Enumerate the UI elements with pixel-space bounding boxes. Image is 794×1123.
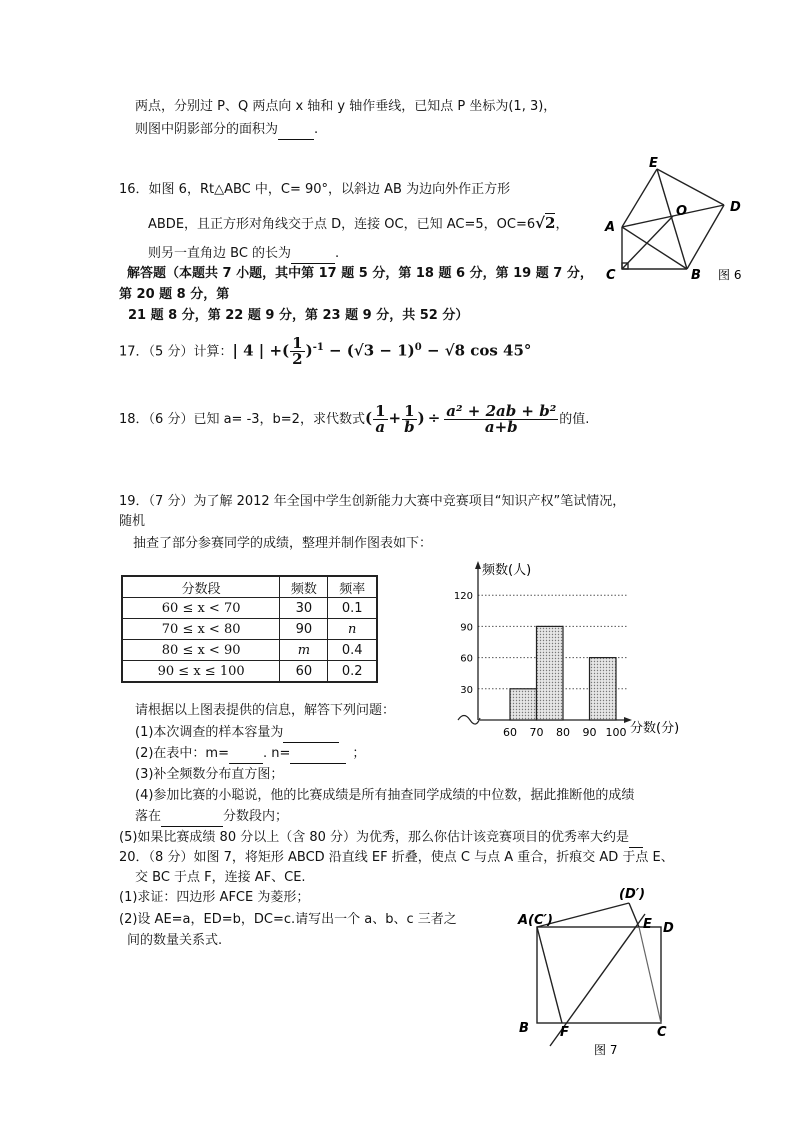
q16-line2-text: ABDE，且正方形对角线交于点 D，连接 OC，已知 AC=5，OC=6 <box>148 217 536 232</box>
q18-prefix: 18．（6 分）已知 a= -3，b=2，求代数式 <box>119 412 365 427</box>
q18: 18．（6 分）已知 a= -3，b=2，求代数式( $\frac{1}{a}$ + $\frac{1}{b}$ ) ÷ $\frac{\text{a² + 2ab + b²}}{a+b}$ 的值. <box>119 402 590 436</box>
fig7-caption: 图 7 <box>594 1043 618 1057</box>
fig6-label-a: A <box>605 220 616 235</box>
x-tick-label: 60 <box>503 726 517 739</box>
q19-sub4-b <box>135 808 288 827</box>
histogram-bar <box>537 626 564 720</box>
q16-line3-text: 则另一直角边 BC 的长为 <box>148 246 292 261</box>
table-cell: n <box>328 619 377 640</box>
fig7-label-d-prime: (D′) <box>619 887 646 902</box>
fig6-caption: 图 6 <box>718 268 742 282</box>
y-tick-label: 60 <box>460 653 473 665</box>
q17-exp-zero: 0 <box>414 342 422 353</box>
section-heading-2: 第 20 题 8 分，第 <box>119 287 230 302</box>
histogram-bars <box>510 626 616 720</box>
q18-f3-den: a+b <box>484 418 518 436</box>
q18-plus: + <box>388 409 402 427</box>
table-row <box>122 640 377 661</box>
table-header: 频率 <box>328 576 377 598</box>
q19-line2: 随机 <box>119 514 146 529</box>
fig6-label-e: E <box>649 156 658 171</box>
table-cell: 90 ≤ x ≤ 100 <box>122 661 280 683</box>
q19-sub4-c-text: 分数段内； <box>223 809 289 824</box>
fig6-label-c: C <box>606 268 616 283</box>
table-cell: 90 <box>280 619 328 640</box>
table-cell: 30 <box>280 598 328 619</box>
q17-exp-neg1: -1 <box>312 342 324 353</box>
q17-frac-den: 2 <box>292 350 303 369</box>
table-cell: m <box>280 640 328 661</box>
table-row <box>122 619 377 640</box>
x-tick-label: 70 <box>529 726 544 739</box>
table-cell: 0.1 <box>328 598 377 619</box>
q19-sub2-text-a: (2)在表中：m= <box>135 746 229 761</box>
q18-f1-den: a <box>375 418 386 436</box>
q19-sub5-text: (5)如果比赛成绩 80 分以上（含 80 分）为优秀，那么你估计该竞赛项目的优秀率大约是 <box>119 830 630 845</box>
q16-line1: 16．如图 6，Rt△ABC 中，C= 90°，以斜边 AB 为边向外作正方形 <box>119 182 511 197</box>
fig7-label-e: E <box>643 917 652 932</box>
y-axis-arrow <box>475 561 481 569</box>
q19-sub2-text-b: . n= <box>262 746 291 761</box>
y-tick-label: 30 <box>460 684 473 696</box>
histogram-x-ticks <box>503 726 627 739</box>
q18-f2-den: b <box>404 418 415 436</box>
q16-line2 <box>148 214 568 234</box>
q17-tail: − √8 cos 45° <box>421 341 532 360</box>
q17: 17．（5 分）计算：| 4 | +( $\frac{1}{2}$ )$^{-1} - (√3 - 1)^0 - √8$ cos 45° <box>119 334 532 369</box>
q18-divide: ÷ <box>427 409 441 427</box>
table-cell: 0.4 <box>328 640 377 661</box>
q19-sub2 <box>135 745 365 764</box>
q19-sub2-blank-m <box>229 745 263 764</box>
fig7-label-b: B <box>519 1021 529 1036</box>
fig7-label-d: D <box>663 921 674 936</box>
fig7-label-a: A(C′) <box>518 913 553 928</box>
q17-prefix: 17．（5 分）计算： <box>119 344 233 360</box>
q17-minus-part: − (√3 − 1) <box>323 341 415 360</box>
q15-line2 <box>135 121 318 140</box>
frequency-histogram <box>440 555 710 743</box>
table-cell: 70 ≤ x < 80 <box>122 619 280 640</box>
table-cell: 60 <box>280 661 328 683</box>
fig6-label-b: B <box>691 268 701 283</box>
table-header: 频数 <box>280 576 328 598</box>
table-cell: 60 ≤ x < 70 <box>122 598 280 619</box>
q19-sub5-blank <box>629 829 643 848</box>
q19-sub3: (3)补全频数分布直方图； <box>135 767 284 782</box>
q18-f3-num: a² + 2ab + b² <box>446 402 557 420</box>
q17-frac-num: 1 <box>292 334 303 353</box>
q19-sub2-blank-n <box>290 745 346 764</box>
sqrt-symbol: √ <box>535 214 545 232</box>
fig6-label-o: O <box>676 204 688 219</box>
table-row <box>122 598 377 619</box>
fig7-line-ec <box>639 927 661 1023</box>
q19-sub4-blank <box>161 808 223 827</box>
figure-7 <box>510 882 690 1062</box>
q19-intro: 请根据以上图表提供的信息，解答下列问题： <box>135 703 396 718</box>
q19-sub1-blank <box>283 724 339 743</box>
frequency-table <box>121 575 378 683</box>
q19-sub1 <box>135 724 339 743</box>
figure-6 <box>600 155 760 285</box>
q16-line2-end: ， <box>555 217 569 232</box>
q17-fraction <box>290 336 304 367</box>
q19-line1: 19．（7 分）为了解 2012 年全国中学生创新能力大赛中竞赛项目“知识产权”笔试情况， <box>119 494 626 509</box>
table-row <box>122 661 377 683</box>
x-tick-label: 80 <box>556 726 570 739</box>
q16-line3-end: . <box>335 246 340 261</box>
fig7-label-c: C <box>657 1025 667 1040</box>
histogram-bar <box>510 689 537 720</box>
q19-sub5 <box>119 829 643 848</box>
table-cell: 0.2 <box>328 661 377 683</box>
q18-suffix: 的值. <box>559 412 590 427</box>
q16-answer-blank <box>291 245 335 264</box>
q16-sqrt-value: 2 <box>545 214 556 232</box>
table-header-row <box>122 576 377 598</box>
q18-frac-1 <box>373 404 387 435</box>
y-axis-label: 频数(人) <box>482 563 532 578</box>
q18-frac-2 <box>402 404 417 435</box>
section-heading-3: 21 题 8 分，第 22 题 9 分，第 23 题 9 分，共 52 分） <box>128 308 469 323</box>
q20-line2: 交 BC 于点 F，连接 AF、CE. <box>135 870 306 885</box>
histogram-bar <box>590 658 617 720</box>
histogram-y-ticks <box>454 591 473 696</box>
axis-break-mark <box>458 716 480 725</box>
q17-abs-part: | 4 | +( <box>232 341 290 360</box>
q19-sub1-text: (1)本次调查的样本容量为 <box>135 725 284 740</box>
q20-line1: 20．（8 分）如图 7，将矩形 ABCD 沿直线 EF 折叠，使点 C 与点 A 重合，折痕交 AD 于点 E、 <box>119 850 674 865</box>
table-cell: 80 ≤ x < 90 <box>122 640 280 661</box>
q15-line1: 两点，分别过 P、Q 两点向 x 轴和 y 轴作垂线，已知点 P 坐标为(1, 3)， <box>135 99 557 114</box>
q19-sub4-a: (4)参加比赛的小聪说，他的比赛成绩是所有抽查同学成绩的中位数，据此推断他的成绩 <box>135 788 635 803</box>
q18-f1-num: 1 <box>375 402 386 420</box>
x-axis-label: 分数(分) <box>630 721 680 736</box>
q18-frac-3 <box>444 404 558 435</box>
y-tick-label: 120 <box>453 591 473 603</box>
table-header: 分数段 <box>122 576 280 598</box>
q19-line3: 抽查了部分参赛同学的成绩，整理并制作图表如下： <box>133 536 433 551</box>
fig6-label-d: D <box>730 200 741 215</box>
fig7-label-f: F <box>560 1025 569 1040</box>
section-heading-1: 解答题（本题共 7 小题，其中第 17 题 5 分，第 18 题 6 分，第 19 题 7 分， <box>127 266 593 281</box>
q20-sub1: (1)求证：四边形 AFCE 为菱形； <box>119 890 310 905</box>
q19-sub4-b-text: 落在 <box>135 809 162 824</box>
q15-answer-blank <box>278 121 314 140</box>
q15-line2-text: 则图中阴影部分的面积为 <box>135 122 279 137</box>
q16-line3 <box>148 245 339 264</box>
y-tick-label: 90 <box>460 622 473 634</box>
q20-sub2-b: 间的数量关系式. <box>127 933 223 948</box>
x-tick-label: 100 <box>605 726 627 739</box>
x-tick-label: 90 <box>582 726 597 739</box>
q20-sub2-a: (2)设 AE=a，ED=b，DC=c.请写出一个 a、b、c 三者之 <box>119 912 457 927</box>
q19-sub2-text-c: ； <box>352 746 366 761</box>
q15-line2-end: . <box>314 122 319 137</box>
q18-f2-num: 1 <box>404 402 415 420</box>
